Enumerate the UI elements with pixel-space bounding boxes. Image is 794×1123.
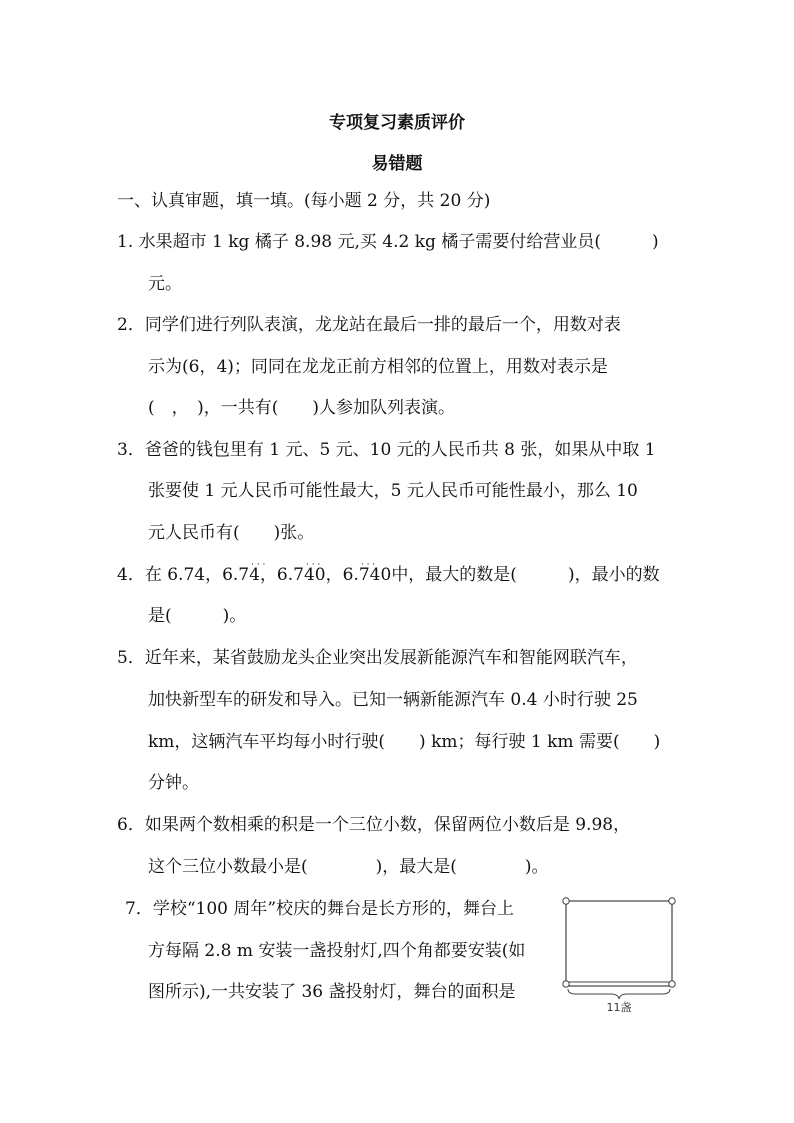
question-1-line-2: 元。 [148,274,182,294]
corner-light-top-right [669,898,675,904]
question-4-text-mid-2: ，6. [325,565,359,585]
question-6-line-1: 6．如果两个数相乘的积是一个三位小数，保留两位小数后是 9.98， [117,815,631,835]
figure-label: 11盏 [606,1001,632,1014]
question-4-text-mid-1: ，6.7 [259,565,304,585]
question-3-line-3: 元人民币有( )张。 [148,523,315,543]
question-5-line-1: 5．近年来，某省鼓励龙头企业突出发展新能源汽车和智能网联汽车， [117,648,638,668]
question-5-line-3: km，这辆汽车平均每小时行驶( ) km；每行驶 1 km 需要( ) [148,732,661,752]
question-3-line-2: 张要使 1 元人民币可能性最大，5 元人民币可能性最小，那么 10 [148,481,638,501]
question-3-line-1: 3．爸爸的钱包里有 1 元、5 元、10 元的人民币共 8 张，如果从中取 1 [117,440,656,460]
question-5-line-4: 分钟。 [148,773,199,793]
question-2-line-1: 2．同学们进行列队表演，龙龙站在最后一排的最后一个，用数对表 [117,315,621,335]
question-1-line-1: 1. 水果超市 1 kg 橘子 8.98 元,买 4.2 kg 橘子需要付给营业员( ) [117,232,659,252]
repeating-decimal-3: · · · 740 [359,565,391,585]
stage-diagram [558,893,688,1015]
question-4-line-2: 是( )。 [148,606,247,626]
question-7-line-2: 方每隔 2.8 m 安装一盏投射灯,四个角都要安装(如 [148,941,526,961]
question-2-line-3: ( ， )，一共有( )人参加队列表演。 [148,398,456,418]
corner-light-bottom-left [563,981,569,987]
corner-light-bottom-right [669,981,675,987]
section-heading: 一、认真审题，填一填。(每小题 2 分，共 20 分) [117,191,491,211]
corner-light-top-left [563,898,569,904]
question-5-line-2: 加快新型车的研发和导入。已知一辆新能源汽车 0.4 小时行驶 25 [148,690,638,710]
question-4-line-1 [117,564,660,586]
repeating-decimal-1: · · · 4 [249,565,260,585]
repeating-decimal-2: · · · 40 [304,565,326,585]
question-2-line-2: 示为(6，4)；同同在龙龙正前方相邻的位置上，用数对表示是 [148,357,608,377]
question-4-text-pre: 4．在 6.74，6.7 [117,565,250,585]
page-title: 专项复习素质评价 [329,113,465,133]
stage-rectangle [566,901,672,986]
bottom-brace [568,989,670,999]
question-7-line-1: 7．学校“100 周年”校庆的舞台是长方形的，舞台上 [125,899,515,919]
question-4-text-post: 中，最大的数是( )，最小的数 [391,565,660,585]
question-7-line-3: 图所示),一共安装了 36 盏投射灯，舞台的面积是 [148,982,516,1002]
page-subtitle: 易错题 [371,154,423,174]
question-6-line-2: 这个三位小数最小是( )，最大是( )。 [148,857,549,877]
